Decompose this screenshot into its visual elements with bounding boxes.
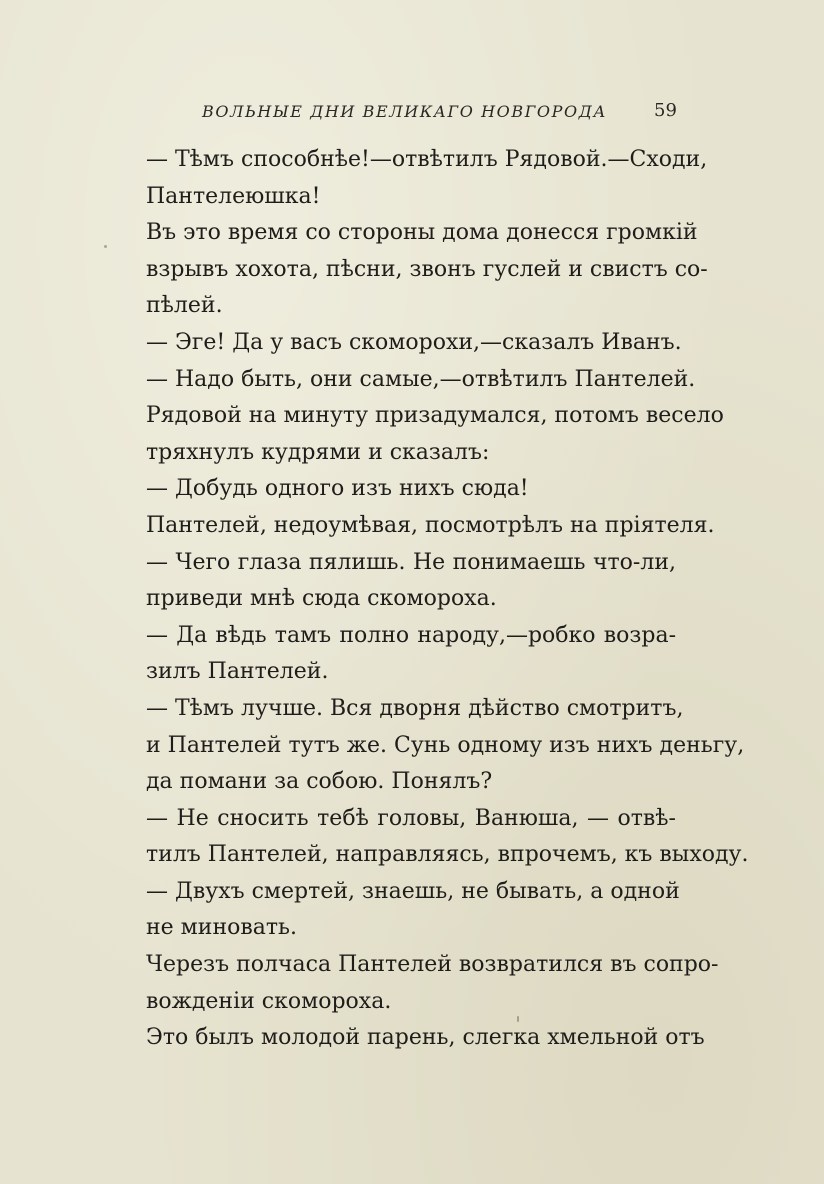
text-line-6: — Эге! Да у васъ скоморохи,—сказалъ Иванъ.: [146, 329, 682, 355]
paper-speck: [517, 1016, 519, 1022]
text-line-14: — Да вѣдь тамъ полно народу,—робко возра-: [146, 622, 676, 648]
text-line-15: зилъ Пантелей.: [146, 659, 329, 685]
text-line-1: — Тѣмъ способнѣе!—отвѣтилъ Рядовой.—Сходи,: [146, 147, 708, 172]
text-line-19: — Не сносить тебѣ головы, Ванюша, — отвѣ-: [146, 805, 676, 831]
text-line-11: Пантелей, недоумѣвая, посмотрѣлъ на пріятеля.: [146, 512, 715, 538]
text-line-24: вожденіи скомороха.: [146, 988, 392, 1014]
text-line-16: — Тѣмъ лучше. Вся дворня дѣйство смотритъ,: [146, 695, 684, 721]
text-line-4: взрывъ хохота, пѣсни, звонъ гуслей и свистъ со-: [146, 256, 708, 282]
text-line-7: — Надо быть, они самые,—отвѣтилъ Пантелей.: [146, 366, 696, 392]
text-line-12: — Чего глаза пялишь. Не понимаешь что-ли,: [146, 549, 676, 575]
text-line-18: да помани за собою. Понялъ?: [146, 769, 493, 795]
text-line-10: — Добудь одного изъ нихъ сюда!: [146, 476, 529, 502]
page-number: 59: [654, 100, 677, 121]
text-line-25: Это былъ молодой парень, слегка хмельной отъ: [146, 1025, 705, 1051]
text-line-5: пѣлей.: [146, 293, 223, 319]
running-title: ВОЛЬНЫЕ ДНИ ВЕЛИКАГО НОВГОРОДА: [202, 102, 608, 121]
text-line-2: Пантелеюшка!: [146, 183, 321, 209]
body-text: [146, 142, 749, 1057]
text-line-21: — Двухъ смертей, знаешь, не бывать, а одной: [146, 878, 680, 904]
text-line-9: тряхнулъ кудрями и сказалъ:: [146, 439, 490, 465]
text-line-13: приведи мнѣ сюда скомороха.: [146, 586, 497, 612]
text-line-17: и Пантелей тутъ же. Сунь одному изъ нихъ деньгу,: [146, 732, 745, 758]
text-line-8: Рядовой на минуту призадумался, потомъ весело: [146, 403, 724, 429]
text-line-22: не миновать.: [146, 915, 298, 941]
text-line-20: тилъ Пантелей, направляясь, впрочемъ, къ выходу.: [146, 842, 749, 868]
text-line-3: Въ это время со стороны дома донесся громкій: [146, 220, 698, 246]
text-line-23: Черезъ полчаса Пантелей возвратился въ сопро-: [146, 952, 719, 978]
paper-speck: [104, 245, 107, 248]
